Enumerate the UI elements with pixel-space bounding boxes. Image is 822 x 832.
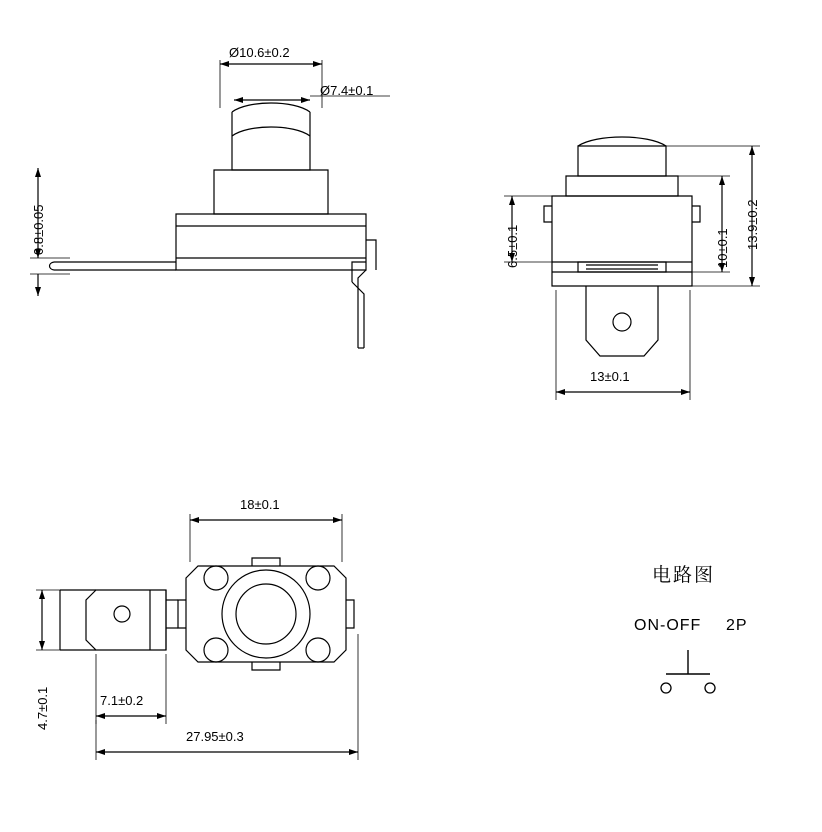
dim-mid-height: 10±0.1 (715, 228, 730, 268)
dim-cap-inner-dia: Ø7.4±0.1 (320, 83, 374, 98)
dim-overall-length: 27.95±0.3 (186, 729, 244, 744)
dim-tab-height: 4.7±0.1 (35, 686, 50, 730)
dim-side-width: 13±0.1 (590, 369, 630, 384)
circuit-poles-label: 2P (726, 617, 748, 634)
dim-terminal-thickness: 0.8±0.05 (31, 204, 46, 255)
circuit-type-label: ON-OFF (634, 617, 702, 634)
circuit-heading: 电路图 (652, 564, 716, 586)
dim-cap-outer-dia: Ø10.6±0.2 (229, 45, 290, 60)
dim-flange-width: 18±0.1 (240, 497, 280, 512)
dim-total-height: 13.9±0.2 (745, 199, 760, 250)
dim-body-height: 6.5±0.1 (505, 224, 520, 268)
dim-tab-offset: 7.1±0.2 (100, 693, 144, 708)
